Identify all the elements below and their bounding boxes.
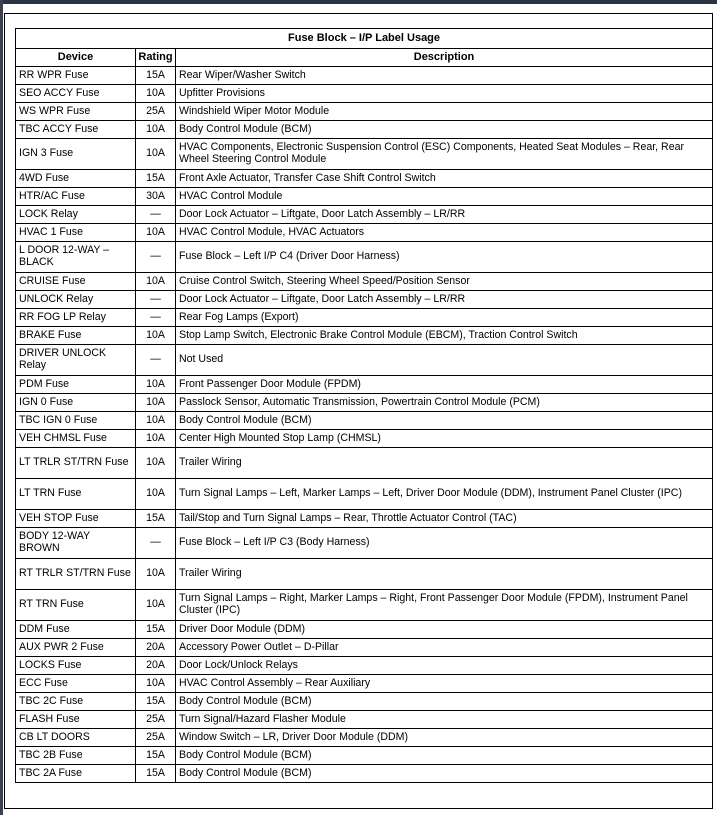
device-cell: BODY 12-WAY BROWN [16, 528, 136, 559]
table-row [16, 206, 713, 224]
rating-cell: 15A [136, 621, 176, 639]
rating-cell: 10A [136, 85, 176, 103]
description-cell: Body Control Module (BCM) [176, 765, 713, 783]
description-cell: HVAC Control Assembly – Rear Auxiliary [176, 675, 713, 693]
description-cell: Door Lock Actuator – Liftgate, Door Latch Assembly – LR/RR [176, 206, 713, 224]
table-row [16, 675, 713, 693]
device-cell: HTR/AC Fuse [16, 188, 136, 206]
rating-cell: 10A [136, 479, 176, 510]
device-cell: LOCKS Fuse [16, 657, 136, 675]
rating-cell: 10A [136, 430, 176, 448]
description-cell: HVAC Control Module, HVAC Actuators [176, 224, 713, 242]
device-cell: ECC Fuse [16, 675, 136, 693]
document-sheet [4, 13, 713, 809]
description-cell: Door Lock Actuator – Liftgate, Door Latch Assembly – LR/RR [176, 291, 713, 309]
rating-cell: 10A [136, 412, 176, 430]
rating-cell: 10A [136, 273, 176, 291]
device-cell: RT TRN Fuse [16, 590, 136, 621]
table-row [16, 479, 713, 510]
device-cell: PDM Fuse [16, 376, 136, 394]
device-column-header: Device [16, 49, 136, 67]
description-cell: Rear Wiper/Washer Switch [176, 67, 713, 85]
table-row [16, 412, 713, 430]
device-cell: TBC 2A Fuse [16, 765, 136, 783]
table-row [16, 765, 713, 783]
description-cell: Turn Signal Lamps – Left, Marker Lamps – Left, Driver Door Module (DDM), Instrument Panel Cluster (IPC) [176, 479, 713, 510]
table-row [16, 67, 713, 85]
rating-cell: 10A [136, 224, 176, 242]
description-cell: Driver Door Module (DDM) [176, 621, 713, 639]
rating-cell: 10A [136, 394, 176, 412]
description-column-header: Description [176, 49, 713, 67]
table-row [16, 170, 713, 188]
table-row [16, 639, 713, 657]
description-cell: Windshield Wiper Motor Module [176, 103, 713, 121]
device-cell: WS WPR Fuse [16, 103, 136, 121]
table-row [16, 693, 713, 711]
device-cell: CB LT DOORS [16, 729, 136, 747]
rating-cell: 25A [136, 103, 176, 121]
table-row [16, 559, 713, 590]
rating-cell: 20A [136, 657, 176, 675]
description-cell: Not Used [176, 345, 713, 376]
description-cell: Trailer Wiring [176, 448, 713, 479]
table-row [16, 394, 713, 412]
rating-cell: 10A [136, 559, 176, 590]
description-cell: Window Switch – LR, Driver Door Module (DDM) [176, 729, 713, 747]
device-cell: SEO ACCY Fuse [16, 85, 136, 103]
device-cell: DDM Fuse [16, 621, 136, 639]
table-row [16, 273, 713, 291]
device-cell: IGN 3 Fuse [16, 139, 136, 170]
device-cell: LT TRLR ST/TRN Fuse [16, 448, 136, 479]
device-cell: DRIVER UNLOCK Relay [16, 345, 136, 376]
fuse-usage-table [15, 28, 713, 783]
description-cell: Passlock Sensor, Automatic Transmission, Powertrain Control Module (PCM) [176, 394, 713, 412]
table-row [16, 121, 713, 139]
description-cell: Rear Fog Lamps (Export) [176, 309, 713, 327]
rating-cell: 10A [136, 121, 176, 139]
rating-cell: — [136, 291, 176, 309]
device-cell: CRUISE Fuse [16, 273, 136, 291]
table-row [16, 345, 713, 376]
rating-cell: 10A [136, 327, 176, 345]
device-cell: LT TRN Fuse [16, 479, 136, 510]
description-cell: Trailer Wiring [176, 559, 713, 590]
table-row [16, 590, 713, 621]
rating-cell: — [136, 242, 176, 273]
table-row [16, 621, 713, 639]
device-cell: TBC 2C Fuse [16, 693, 136, 711]
rating-cell: 10A [136, 376, 176, 394]
description-cell: Fuse Block – Left I/P C4 (Driver Door Harness) [176, 242, 713, 273]
left-border [0, 0, 3, 815]
table-row [16, 430, 713, 448]
rating-cell: 30A [136, 188, 176, 206]
description-cell: Tail/Stop and Turn Signal Lamps – Rear, Throttle Actuator Control (TAC) [176, 510, 713, 528]
table-title: Fuse Block – I/P Label Usage [16, 29, 713, 49]
table-row [16, 309, 713, 327]
table-row [16, 729, 713, 747]
device-cell: VEH STOP Fuse [16, 510, 136, 528]
description-cell: Front Passenger Door Module (FPDM) [176, 376, 713, 394]
description-cell: Turn Signal/Hazard Flasher Module [176, 711, 713, 729]
table-row [16, 224, 713, 242]
device-cell: RR WPR Fuse [16, 67, 136, 85]
rating-cell: 15A [136, 765, 176, 783]
description-cell: HVAC Control Module [176, 188, 713, 206]
description-cell: Stop Lamp Switch, Electronic Brake Control Module (EBCM), Traction Control Switch [176, 327, 713, 345]
description-cell: Door Lock/Unlock Relays [176, 657, 713, 675]
table-row [16, 448, 713, 479]
device-cell: 4WD Fuse [16, 170, 136, 188]
rating-cell: — [136, 309, 176, 327]
device-cell: IGN 0 Fuse [16, 394, 136, 412]
fuse-rows [16, 67, 713, 783]
description-cell: Center High Mounted Stop Lamp (CHMSL) [176, 430, 713, 448]
top-border [0, 0, 717, 4]
description-cell: Body Control Module (BCM) [176, 747, 713, 765]
rating-cell: 10A [136, 590, 176, 621]
rating-cell: — [136, 206, 176, 224]
description-cell: HVAC Components, Electronic Suspension Control (ESC) Components, Heated Seat Modules – Rear, Rear Wheel Steering Control Module [176, 139, 713, 170]
description-cell: Body Control Module (BCM) [176, 412, 713, 430]
device-cell: HVAC 1 Fuse [16, 224, 136, 242]
rating-cell: 15A [136, 510, 176, 528]
device-cell: AUX PWR 2 Fuse [16, 639, 136, 657]
table-row [16, 103, 713, 121]
table-row [16, 747, 713, 765]
table-row [16, 242, 713, 273]
device-cell: FLASH Fuse [16, 711, 136, 729]
table-row [16, 711, 713, 729]
description-cell: Accessory Power Outlet – D-Pillar [176, 639, 713, 657]
rating-cell: 10A [136, 675, 176, 693]
description-cell: Fuse Block – Left I/P C3 (Body Harness) [176, 528, 713, 559]
table-row [16, 85, 713, 103]
rating-cell: 10A [136, 139, 176, 170]
description-cell: Body Control Module (BCM) [176, 693, 713, 711]
rating-cell: 25A [136, 711, 176, 729]
device-cell: TBC 2B Fuse [16, 747, 136, 765]
table-row [16, 510, 713, 528]
device-cell: TBC ACCY Fuse [16, 121, 136, 139]
device-cell: UNLOCK Relay [16, 291, 136, 309]
rating-cell: — [136, 528, 176, 559]
description-cell: Body Control Module (BCM) [176, 121, 713, 139]
device-cell: RT TRLR ST/TRN Fuse [16, 559, 136, 590]
device-cell: L DOOR 12-WAY – BLACK [16, 242, 136, 273]
rating-cell: 15A [136, 747, 176, 765]
device-cell: LOCK Relay [16, 206, 136, 224]
rating-column-header: Rating [136, 49, 176, 67]
table-row [16, 376, 713, 394]
rating-cell: 15A [136, 67, 176, 85]
table-row [16, 657, 713, 675]
table-row [16, 528, 713, 559]
rating-cell: — [136, 345, 176, 376]
rating-cell: 15A [136, 693, 176, 711]
device-cell: RR FOG LP Relay [16, 309, 136, 327]
table-row [16, 291, 713, 309]
rating-cell: 10A [136, 448, 176, 479]
rating-cell: 15A [136, 170, 176, 188]
device-cell: TBC IGN 0 Fuse [16, 412, 136, 430]
table-row [16, 188, 713, 206]
description-cell: Upfitter Provisions [176, 85, 713, 103]
table-row [16, 327, 713, 345]
device-cell: VEH CHMSL Fuse [16, 430, 136, 448]
description-cell: Turn Signal Lamps – Right, Marker Lamps – Right, Front Passenger Door Module (FPDM), Instrument Panel Cluster (IPC) [176, 590, 713, 621]
rating-cell: 25A [136, 729, 176, 747]
description-cell: Front Axle Actuator, Transfer Case Shift Control Switch [176, 170, 713, 188]
rating-cell: 20A [136, 639, 176, 657]
description-cell: Cruise Control Switch, Steering Wheel Speed/Position Sensor [176, 273, 713, 291]
device-cell: BRAKE Fuse [16, 327, 136, 345]
table-row [16, 139, 713, 170]
